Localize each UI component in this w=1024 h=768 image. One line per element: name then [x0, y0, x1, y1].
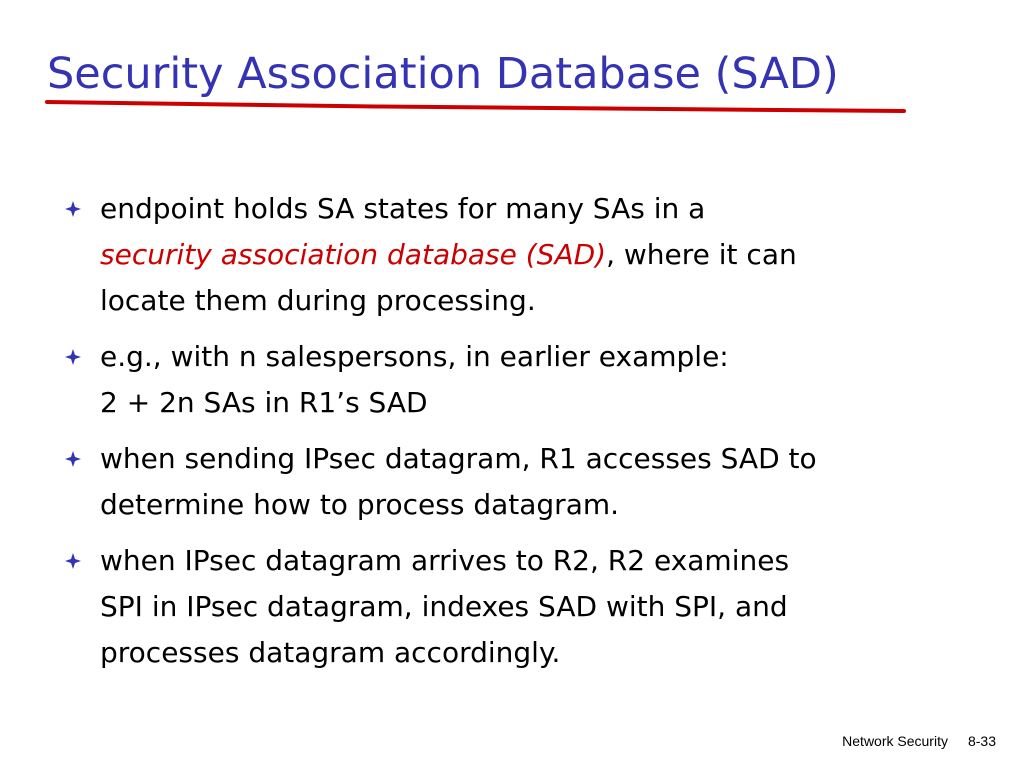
- diamond-bullet-icon: [65, 553, 81, 569]
- bullet-text-line: [100, 232, 982, 278]
- bullet-item-sending: [62, 436, 982, 528]
- bullet-text-line: when IPsec datagram arrives to R2, R2 examines: [100, 544, 790, 577]
- bullet-text-line: when sending IPsec datagram, R1 accesses SAD to: [100, 442, 817, 475]
- title-underline: [44, 92, 908, 118]
- bullet-text-line: e.g., with n salespersons, in earlier example:: [100, 340, 729, 373]
- sad-term-emphasis: security association database (SAD): [100, 238, 607, 271]
- footer-label: Network Security: [842, 733, 948, 749]
- diamond-bullet-icon: [65, 349, 81, 365]
- bullet-item-example: [62, 334, 982, 426]
- diamond-bullet-icon: [65, 451, 81, 467]
- bullet-text-line: determine how to process datagram.: [100, 488, 620, 521]
- bullet-list: [62, 186, 982, 686]
- bullet-text-segment: , where it can: [606, 238, 797, 271]
- slide-title: Security Association Database (SAD): [47, 49, 839, 99]
- diamond-bullet-icon: [65, 201, 81, 217]
- bullet-text-line: endpoint holds SA states for many SAs in a: [100, 192, 706, 225]
- bullet-text-line: 2 + 2n SAs in R1’s SAD: [100, 386, 428, 419]
- bullet-text-line: locate them during processing.: [100, 284, 536, 317]
- page-number: 8-33: [967, 733, 996, 749]
- bullet-item-sad-states: [62, 186, 982, 324]
- bullet-text-line: SPI in IPsec datagram, indexes SAD with SPI, and: [100, 590, 788, 623]
- bullet-item-arrival: [62, 538, 982, 676]
- slide-footer: [842, 732, 996, 750]
- bullet-text-line: processes datagram accordingly.: [100, 636, 561, 669]
